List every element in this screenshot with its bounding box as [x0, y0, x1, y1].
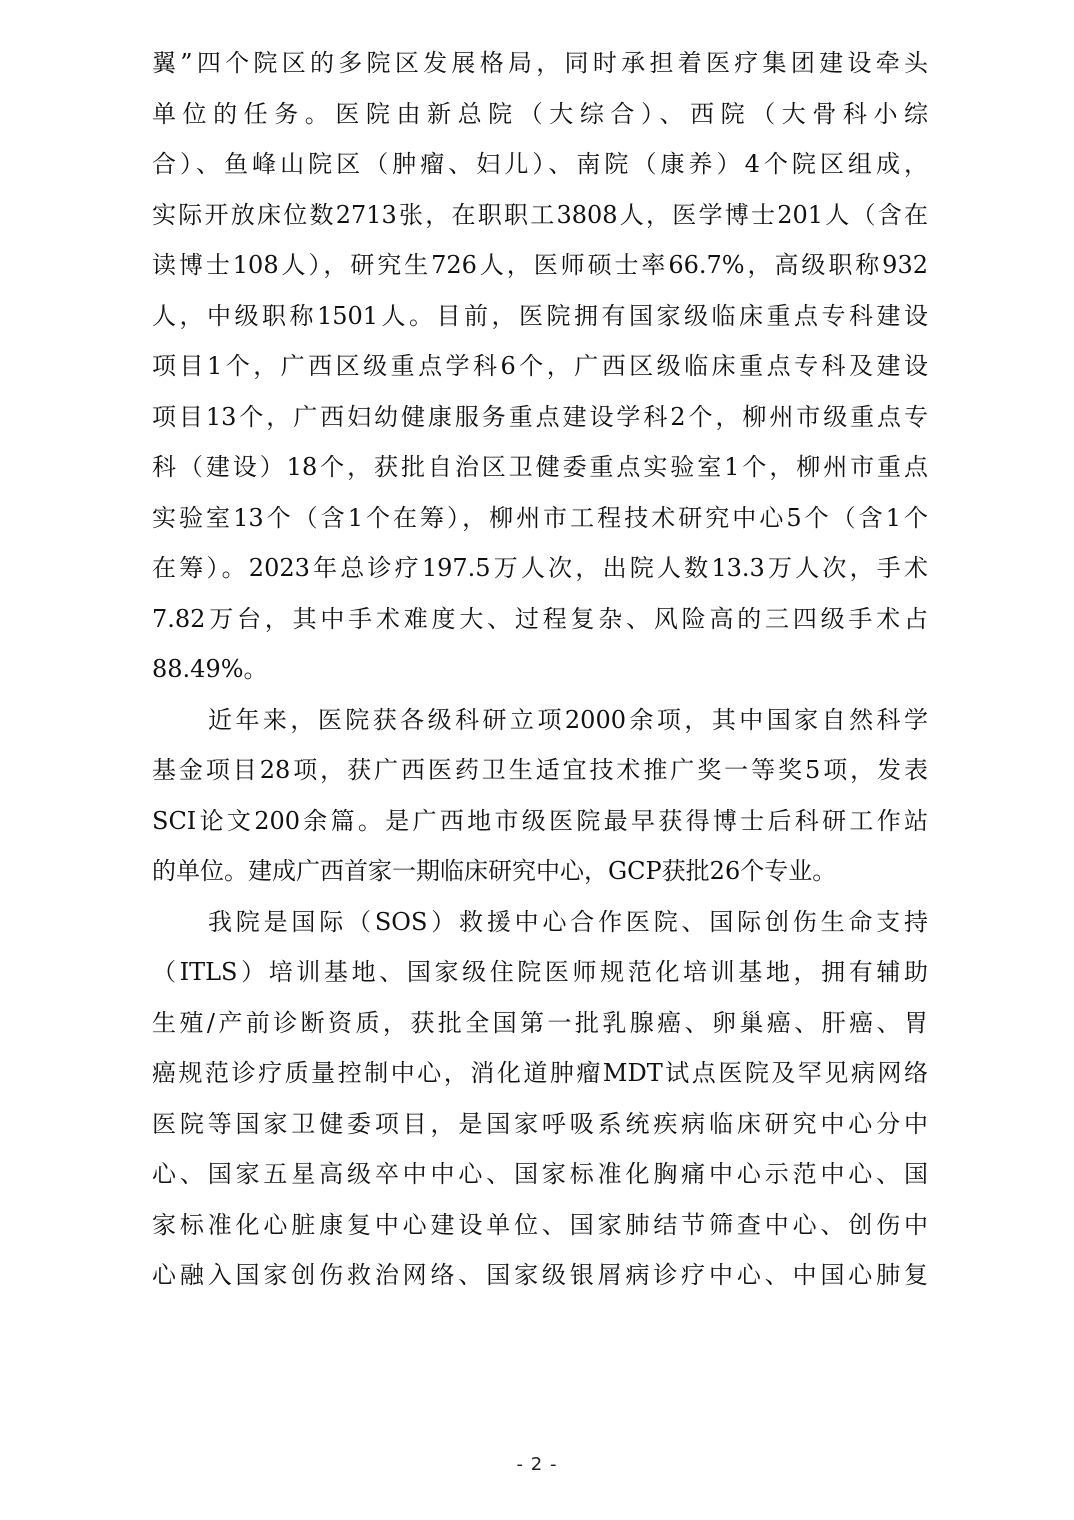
text-line: 科（建设）18个，获批自治区卫健委重点实验室1个，柳州市重点 [152, 453, 928, 481]
page-number: - 2 - [516, 1454, 558, 1475]
text-line: 人，中级职称1501人。目前，医院拥有国家级临床重点专科建设 [152, 301, 928, 330]
text-line: 心、国家五星高级卒中中心、国家标准化胸痛中心示范中心、国 [152, 1160, 928, 1188]
text-line: 在筹）。2023年总诊疗197.5万人次，出院人数13.3万人次，手术 [152, 554, 928, 582]
text-line: 项目1个，广西区级重点学科6个，广西区级临床重点专科及建设 [152, 352, 928, 380]
text-line: 实验室13个（含1个在筹），柳州市工程技术研究中心5个（含1个 [152, 503, 928, 532]
text-line: 的单位。建成广西首家一期临床研究中心，GCP获批26个专业。 [152, 857, 837, 885]
text-line: 心融入国家创伤救治网络、国家级银屑病诊疗中心、中国心肺复 [152, 1261, 928, 1289]
text-line: 医院等国家卫健委项目，是国家呼吸系统疾病临床研究中心分中 [152, 1109, 928, 1138]
text-line: 近年来，医院获各级科研立项2000余项，其中国家自然科学 [208, 705, 928, 734]
text-line: 翼”四个院区的多院区发展格局，同时承担着医疗集团建设牵头 [152, 49, 928, 77]
text-line: 癌规范诊疗质量控制中心，消化道肿瘤MDT试点医院及罕见病网络 [152, 1059, 928, 1087]
text-line: 合）、鱼峰山院区（肿瘤、妇儿）、南院（康养）4个院区组成， [152, 150, 928, 178]
text-line: 项目13个，广西妇幼健康服务重点建设学科2个，柳州市级重点专 [152, 402, 928, 431]
text-line: 生殖/产前诊断资质，获批全国第一批乳腺癌、卵巢癌、肝癌、胃 [152, 1008, 928, 1037]
text-line: 基金项目28项，获广西医药卫生适宜技术推广奖一等奖5项，发表 [152, 756, 928, 784]
paragraph-hospital-overview [152, 38, 928, 695]
paragraph-research [152, 695, 928, 897]
text-line: 读博士108人），研究生726人，医师硕士率66.7%，高级职称932 [152, 251, 928, 279]
text-line: 7.82万台，其中手术难度大、过程复杂、风险高的三四级手术占 [152, 604, 928, 633]
text-line: 实际开放床位数2713张，在职职工3808人，医学博士201人（含在 [152, 200, 928, 229]
text-line: 我院是国际（SOS）救援中心合作医院、国际创伤生命支持 [208, 907, 928, 936]
text-line: 88.49%。 [152, 655, 268, 683]
text-line: SCI论文200余篇。是广西地市级医院最早获得博士后科研工作站 [152, 806, 928, 835]
text-line: 家标准化心脏康复中心建设单位、国家肺结节筛查中心、创伤中 [152, 1210, 928, 1239]
text-line: （ITLS）培训基地、国家级住院医师规范化培训基地，拥有辅助 [152, 958, 928, 986]
body-text [152, 38, 928, 1301]
text-line: 单位的任务。医院由新总院（大综合）、西院（大骨科小综 [152, 99, 928, 128]
paragraph-accreditations [152, 897, 928, 1301]
